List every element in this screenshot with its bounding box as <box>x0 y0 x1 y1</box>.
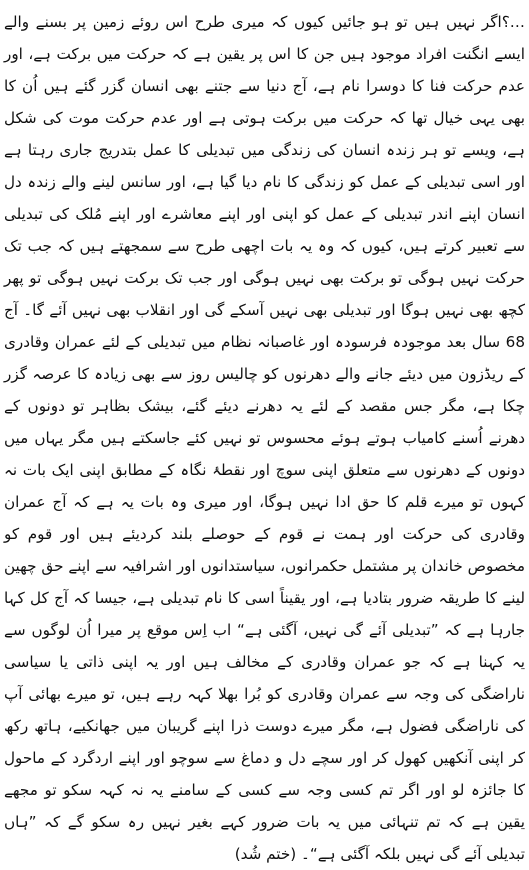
article-paragraph <box>4 6 525 870</box>
closing-mark: (ختم شُد) <box>234 845 297 863</box>
article-body: …؟اگر نہیں ہیں تو ہو جائیں کیوں کہ میری طرح اس روئے زمین پر بسنے والے ایسے انگنت افراد موجود ہیں جن کا اس پر یقین ہے کہ حرکت میں برکت ہے، اور عدم حرکت فنا کا دوسرا نام ہے، آج دنیا سے جتنے بھی انسان گزر گئے ہیں اُن کا بھی یہی خیال تھا کہ حرکت میں برکت ہوتی ہے اور عدم حرکت موت کی شکل ہے، ویسے تو ہر زندہ انسان کی زندگی میں تبدیلی کا عمل بتدریج جاری رہتا ہے اور اسی تبدیلی کے عمل کو زندگی کا نام دیا گیا ہے، اور سانس لینے والے زندہ دل انسان اپنے اندر تبدیلی کے عمل کو اپنی اور اپنے معاشرے اور اپنے مُلک کی تبدیلی سے تعبیر کرتے ہیں، کیوں کہ وہ یہ بات اچھی طرح سے سمجھتے ہیں کہ جب تک حرکت نہیں ہوگی تو برکت بھی نہیں ہوگی اور جب تک برکت نہیں ہوگی تو پھر کچھ بھی نہیں ہوگا اور تبدیلی بھی نہیں آسکے گی اور انقلاب بھی نہیں آئے گا۔ آج 68 سال بعد موجودہ فرسودہ اور غاصبانہ نظام میں تبدیلی کے لئے عمران وقادری کے ریڈزون میں دیئے جانے والے دھرنوں کو چالیس روز سے بھی زیادہ کا عرصہ گزر چکا ہے، مگر جس مقصد کے لئے یہ دھرنے دیئے گئے، بیشک بظاہر تو دونوں کے دھرنے اُسنے کامیاب ہوتے ہوئے محسوس تو نہیں کئے جاسکتے ہیں مگر یہاں میں دونوں کے دھرنوں سے متعلق اپنی سوچ اور نقطۂ نگاہ کے مطابق اپنی ایک بات نہ کہوں تو میرے قلم کا حق ادا نہیں ہوگا، اور میری وہ بات یہ ہے کہ آج عمران وقادری کی حرکت اور ہمت نے قوم کے حوصلے بلند کردیئے ہیں اور قوم کو مخصوص خاندان پر مشتمل حکمرانوں، سیاستدانوں اور اشرافیہ سے اپنے حق چھین لینے کا طریقہ ضرور بتادیا ہے، اور یقیناً اسی کا نام تبدیلی ہے، جیسا کہ آج کل کہا جارہا ہے کہ ”تبدیلی آئے گی نہیں، آگئی ہے“ اب اِس موقع پر میرا اُن لوگوں سے یہ کہنا ہے کہ جو عمران وقادری کے مخالف ہیں اور یہ اپنی ذاتی یا سیاسی ناراضگی کی وجہ سے عمران وقادری کو بُرا بھلا کہہ رہے ہیں، تو میرے بھائی آپ کی ناراضگی فضول ہے، مگر میرے دوست ذرا اپنے گریبان میں جھانکیے، ہاتھ رکھ کر اپنی آنکھیں کھول کر اور سچے دل و دماغ سے سوچو اور اپنے اردگرد کے ماحول کا جائزہ لو اور اگر تم کسی وجہ سے کسی کے سامنے یہ نہ کہہ سکو تو مجھے یقین ہے کہ تم تنہائی میں یہ بات ضرور کہے بغیر نہیں رہ سکو گے کہ ”ہاں تبدیلی آئے گی نہیں بلکہ آگئی ہے“۔ <box>4 13 525 863</box>
article-text-block <box>4 6 525 870</box>
